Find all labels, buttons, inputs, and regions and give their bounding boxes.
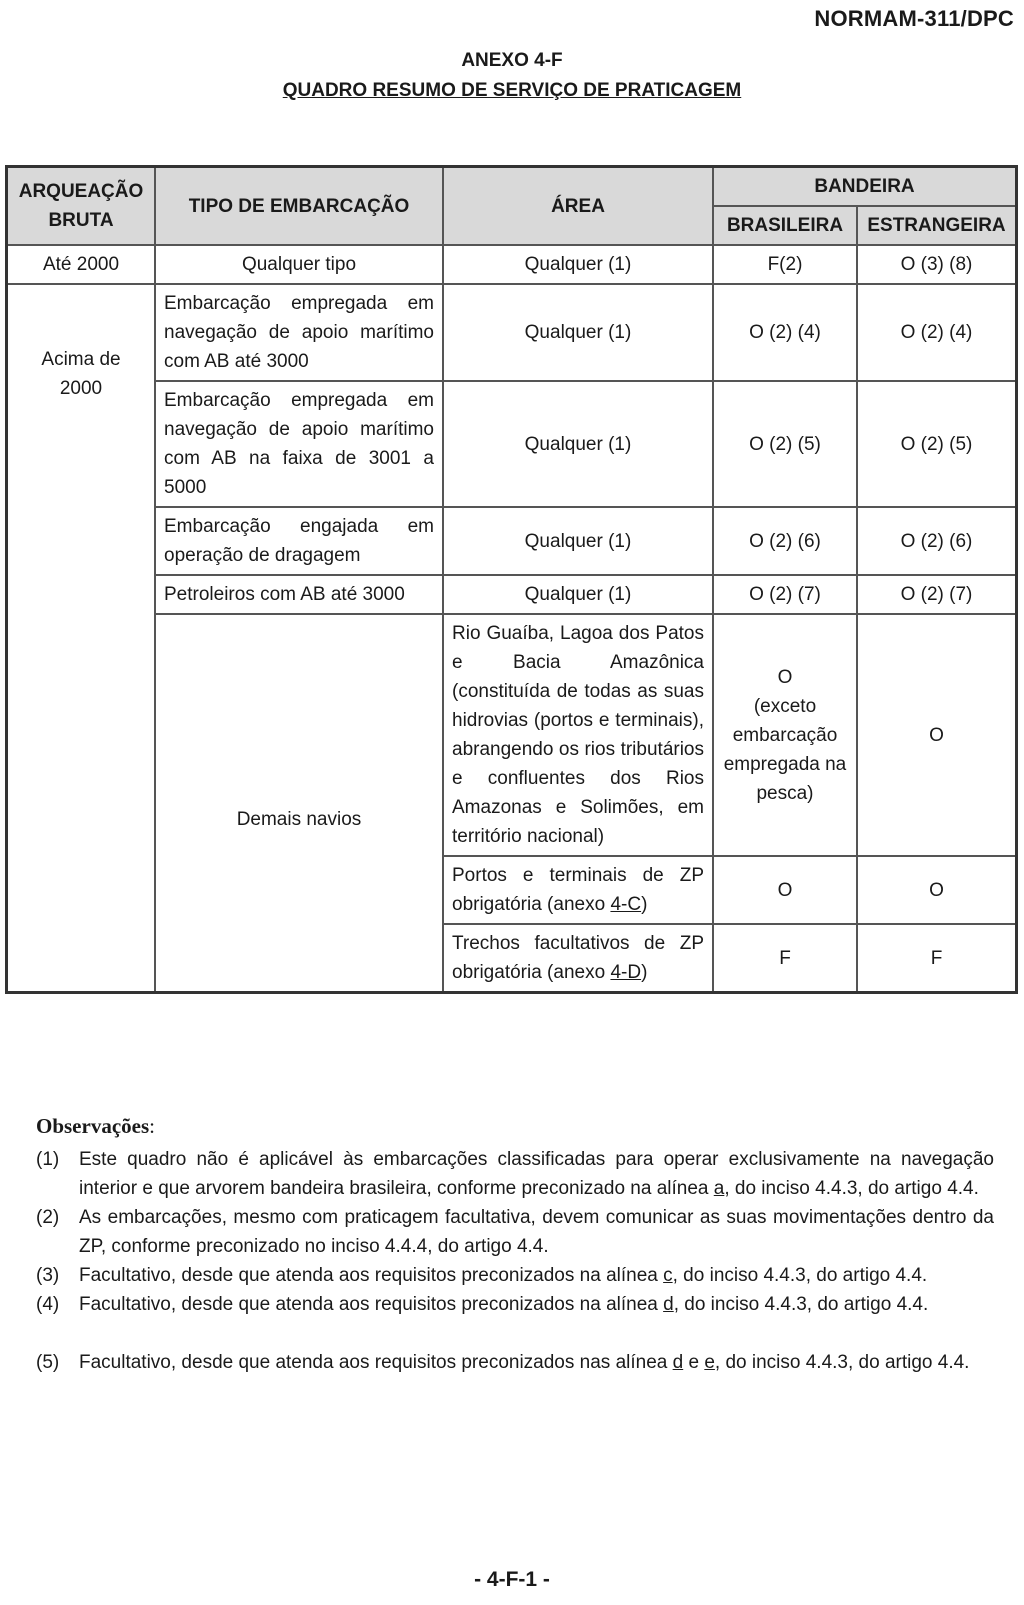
cell-brasileira (713, 614, 857, 856)
note-number: (2) (36, 1207, 60, 1228)
note-text-part: , do inciso 4.4.3, do artigo 4.4. (714, 1352, 970, 1373)
header-bandeira: BANDEIRA (713, 167, 1017, 207)
cell-arqueacao: Até 2000 (7, 245, 156, 284)
annex-4c-link[interactable]: 4-C (610, 894, 642, 915)
observation-note (36, 1290, 994, 1319)
note-text (79, 1348, 994, 1377)
cell-area: Qualquer (1) (443, 245, 713, 284)
cell-brasileira: F (713, 924, 857, 993)
cell-estrangeira: O (2) (4) (857, 284, 1017, 381)
area-text-end: ) (641, 894, 648, 915)
cell-estrangeira: O (3) (8) (857, 245, 1017, 284)
cell-estrangeira: O (2) (5) (857, 381, 1017, 507)
cell-area: Qualquer (1) (443, 507, 713, 575)
table-row (7, 381, 1017, 507)
cell-tipo: Embarcação engajada em operação de dragagem (155, 507, 443, 575)
note-underlined-ref: d (672, 1352, 684, 1373)
table-row (7, 575, 1017, 614)
cell-brasileira: O (2) (7) (713, 575, 857, 614)
cell-area: Qualquer (1) (443, 381, 713, 507)
observation-note (36, 1261, 994, 1290)
cell-estrangeira: O (2) (7) (857, 575, 1017, 614)
page-number: - 4-F-1 - (474, 1568, 550, 1591)
cell-area: Rio Guaíba, Lagoa dos Patos e Bacia Amazônica (constituída de todas as suas hidrovias (portos e terminais), abrangendo os rios tributários e confluentes dos Rios Amazonas e Solimões, em território nacional) (443, 614, 713, 856)
note-text (79, 1145, 994, 1203)
cell-estrangeira: F (857, 924, 1017, 993)
cell-area: Qualquer (1) (443, 284, 713, 381)
observations-title-text: Observações (36, 1114, 150, 1138)
note-underlined-ref: c (663, 1265, 673, 1286)
area-text-end: ) (641, 962, 648, 983)
note-number: (5) (36, 1352, 60, 1373)
note-text (79, 1290, 994, 1319)
note-text: As embarcações, mesmo com praticagem facultativa, devem comunicar as suas movimentações dentro da ZP, conforme preconizado no inciso 4.4.4, do artigo 4.4. (79, 1207, 994, 1257)
cell-brasileira: F(2) (713, 245, 857, 284)
tipo-demais-navios: Demais navios (236, 809, 362, 830)
cell-tipo (155, 614, 443, 993)
note-underlined-ref: e (704, 1352, 715, 1373)
header-tipo-embarcacao: TIPO DE EMBARCAÇÃO (155, 167, 443, 246)
note-text (79, 1261, 994, 1290)
header-arqueacao-bruta: ARQUEAÇÃO BRUTA (7, 167, 156, 246)
note-number: (4) (36, 1294, 60, 1315)
note-number: (3) (36, 1265, 60, 1286)
cell-area (443, 924, 713, 993)
note-number: (1) (36, 1149, 60, 1170)
cell-tipo: Embarcação empregada em navegação de apoio marítimo com AB até 3000 (155, 284, 443, 381)
header-area: ÁREA (443, 167, 713, 246)
area-text: Trechos facultativos de ZP obrigatória (anexo (452, 933, 704, 983)
annex-title: ANEXO 4-F (461, 50, 563, 71)
observation-note (36, 1348, 994, 1377)
cell-tipo: Embarcação empregada em navegação de apoio marítimo com AB na faixa de 3001 a 5000 (155, 381, 443, 507)
header-brasileira: BRASILEIRA (713, 206, 857, 245)
note-text-part: e (683, 1352, 705, 1373)
area-text: Portos e terminais de ZP obrigatória (anexo (452, 865, 704, 915)
cell-estrangeira: O (857, 856, 1017, 924)
cell-estrangeira: O (2) (6) (857, 507, 1017, 575)
document-code: NORMAM-311/DPC (814, 6, 1014, 31)
note-text-part: Facultativo, desde que atenda aos requisitos preconizados na alínea (79, 1294, 664, 1315)
note-text-part: , do inciso 4.4.3, do artigo 4.4. (673, 1294, 929, 1315)
note-text-part: Facultativo, desde que atenda aos requisitos preconizados nas alínea (79, 1352, 673, 1373)
table-row (7, 614, 1017, 856)
table-row (7, 507, 1017, 575)
header-estrangeira: ESTRANGEIRA (857, 206, 1017, 245)
pilotage-summary-table (5, 165, 1018, 994)
cell-arqueacao (7, 284, 156, 993)
cell-area (443, 856, 713, 924)
annex-subtitle: QUADRO RESUMO DE SERVIÇO DE PRATICAGEM (282, 80, 742, 101)
observation-note (36, 1145, 994, 1203)
observations-colon: : (149, 1114, 155, 1138)
cell-brasileira: O (713, 856, 857, 924)
annex-4d-link[interactable]: 4-D (610, 962, 642, 983)
arqueacao-acima-2000: Acima de 2000 (41, 349, 121, 399)
cell-area: Qualquer (1) (443, 575, 713, 614)
table-row (7, 245, 1017, 284)
table-header-row (7, 167, 1017, 207)
cell-tipo: Petroleiros com AB até 3000 (155, 575, 443, 614)
cell-brasileira: O (2) (4) (713, 284, 857, 381)
cell-tipo: Qualquer tipo (155, 245, 443, 284)
cell-brasileira: O (2) (6) (713, 507, 857, 575)
cell-estrangeira: O (857, 614, 1017, 856)
note-text-part: , do inciso 4.4.3, do artigo 4.4. (724, 1178, 979, 1199)
note-underlined-ref: a (713, 1178, 725, 1199)
note-text-part: Este quadro não é aplicável às embarcações classificadas para operar exclusivamente na navegação interior e que arvorem bandeira brasileira, conforme preconizado na alínea (79, 1149, 994, 1199)
note-text-part: Facultativo, desde que atenda aos requisitos preconizados na alínea (79, 1265, 664, 1286)
value-brasileira-note: (exceto embarcação empregada na pesca) (723, 695, 847, 804)
table-row (7, 284, 1017, 381)
note-underlined-ref: d (663, 1294, 674, 1315)
note-text-part: , do inciso 4.4.3, do artigo 4.4. (672, 1265, 928, 1286)
observations-section (36, 1112, 994, 1377)
value-brasileira: O (777, 666, 793, 688)
observations-title (36, 1112, 994, 1141)
cell-brasileira: O (2) (5) (713, 381, 857, 507)
observation-note (36, 1203, 994, 1261)
